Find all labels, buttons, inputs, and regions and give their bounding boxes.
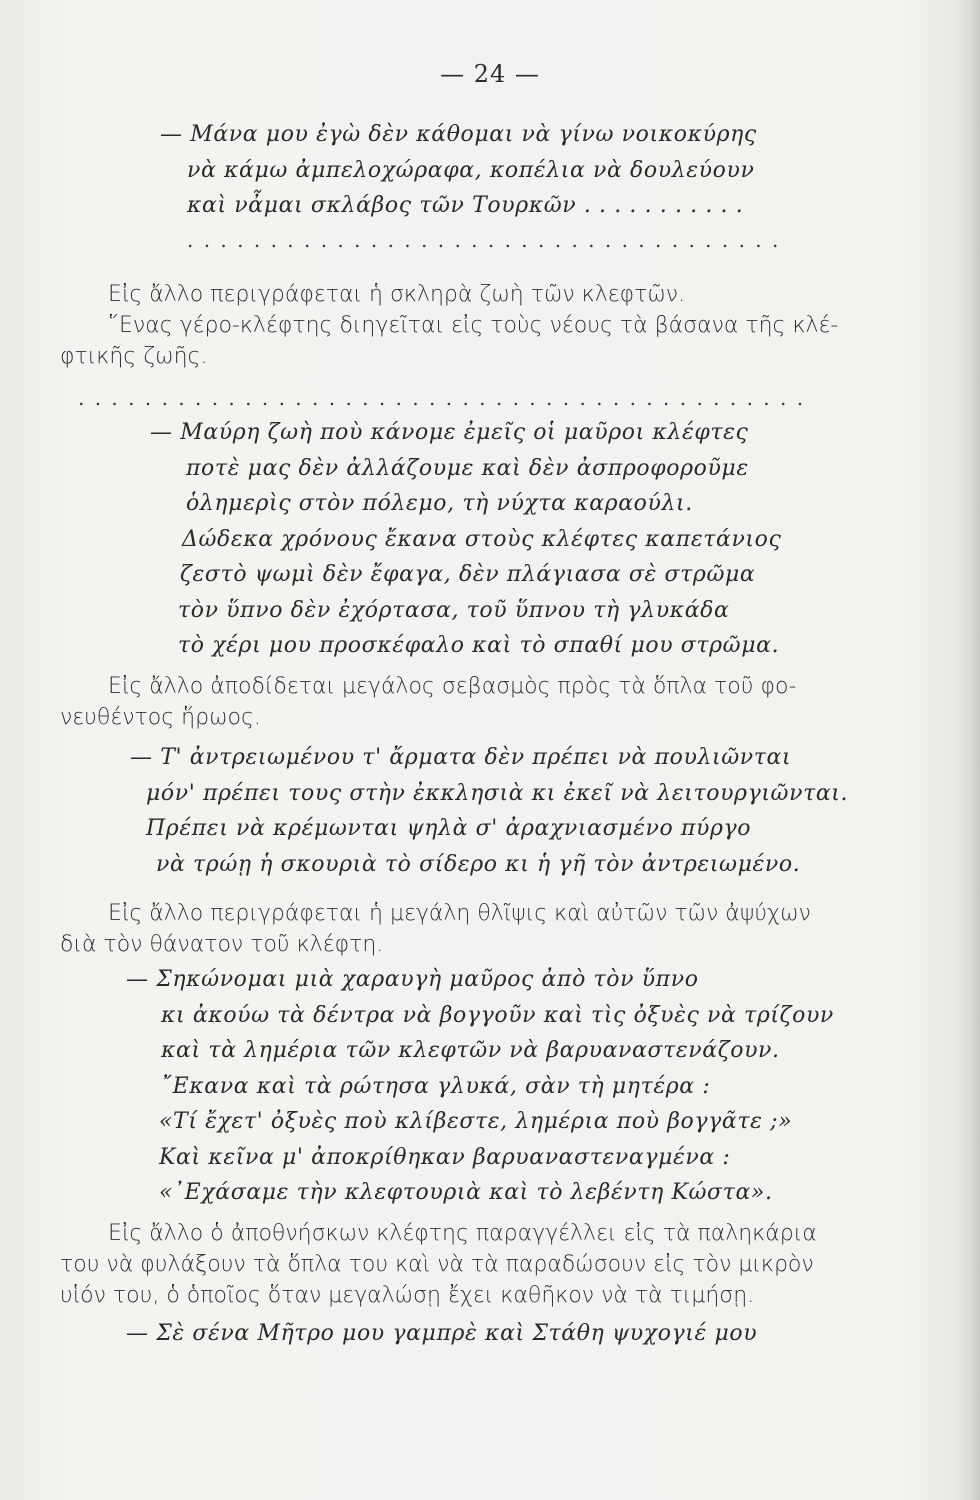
prose-line: υἱόν του, ὁ ὁποῖος ὅταν μεγαλώσῃ ἔχει καθῆκον νὰ τὰ τιμήσῃ. <box>60 1283 755 1308</box>
prose-line: του νὰ φυλάξουν τὰ ὅπλα του καὶ νὰ τὰ παραδώσουν εἰς τὸν μικρὸν <box>60 1252 814 1277</box>
verse-block-3 <box>130 740 848 882</box>
verse-block-1 <box>160 117 757 224</box>
verse-line: — Μαύρη ζωὴ ποὺ κάνομε ἐμεῖς οἱ μαῦροι κλέφτες <box>150 420 749 445</box>
prose-line: διὰ τὸν θάνατον τοῦ κλέφτη. <box>60 932 384 957</box>
verse-line: κι ἀκούω τὰ δέντρα νὰ βογγοῦν καὶ τὶς ὀξυὲς νὰ τρίζουν <box>161 1002 834 1028</box>
ellipsis-line: . . . . . . . . . . . . . . . . . . . . . . . . . . . . . . . . . . . . <box>187 228 781 252</box>
prose-paragraph-4 <box>60 1218 890 1311</box>
prose-line: νευθέντος ἥρωος. <box>60 705 261 730</box>
page-edge-shadow <box>954 0 980 1500</box>
verse-block-5 <box>126 1316 757 1352</box>
verse-line: — Σηκώνομαι μιὰ χαραυγὴ μαῦρος ἀπὸ τὸν ὕπνο <box>126 967 699 992</box>
verse-line: — Σὲ σένα Μῆτρο μου γαμπρὲ καὶ Στάθη ψυχογιέ μου <box>126 1321 758 1346</box>
verse-line: Δώδεκα χρόνους ἔκανα στοὺς κλέφτες καπετάνιος <box>182 526 782 552</box>
page-number: — 24 — <box>440 60 540 88</box>
verse-block-2 <box>150 415 781 664</box>
prose-paragraph-2 <box>60 671 890 733</box>
prose-line: Εἰς ἄλλο ἀποδίδεται μεγάλος σεβασμὸς πρὸς τὰ ὅπλα τοῦ φο- <box>108 674 797 699</box>
verse-line: «᾿Εχάσαμε τὴν κλεφτουριὰ καὶ τὸ λεβέντη Κώστα». <box>159 1180 773 1205</box>
verse-line: — Τ' ἀντρειωμένου τ' ἄρματα δὲν πρέπει νὰ πουλιῶνται <box>130 745 792 770</box>
ellipsis-line: . . . . . . . . . . . . . . . . . . . . . . . . . . . . . . . . . . . . . . . . . . . . <box>78 386 806 410</box>
verse-line: Πρέπει νὰ κρέμωνται ψηλὰ σ' ἀραχνιασμένο πύργο <box>146 816 752 841</box>
verse-line: ῎Εκανα καὶ τὰ ρώτησα γλυκά, σὰν τὴ μητέρα : <box>161 1073 711 1099</box>
verse-line: μόν' πρέπει τους στὴν ἐκκλησιὰ κι ἐκεῖ νὰ λειτουργιῶνται. <box>146 780 849 806</box>
prose-paragraph-3 <box>60 898 890 960</box>
verse-block-4 <box>126 962 834 1211</box>
verse-line: νὰ τρώῃ ἡ σκουριὰ τὸ σίδερο κι ἡ γῆ τὸν ἀντρειωμένο. <box>156 851 801 877</box>
verse-line: καὶ νἆμαι σκλάβος τῶν Τουρκῶν . . . . . . . . . . . <box>187 193 744 218</box>
prose-line: Εἰς ἄλλο περιγράφεται ἡ μεγάλη θλῖψις καὶ αὐτῶν τῶν ἀψύχων <box>108 901 811 926</box>
prose-line: Εἰς ἄλλο περιγράφεται ἡ σκληρὰ ζωὴ τῶν κλεφτῶν. <box>108 282 686 307</box>
verse-line: καὶ τὰ λημέρια τῶν κλεφτῶν νὰ βαρυαναστενάζουν. <box>161 1038 780 1063</box>
verse-line: ποτὲ μας δὲν ἀλλάζουμε καὶ δὲν ἀσπροφοροῦμε <box>186 455 749 481</box>
verse-line: ὁλημερὶς στὸν πόλεμο, τὴ νύχτα καραούλι. <box>186 491 693 516</box>
verse-line: «Τί ἔχετ' ὀξυὲς ποὺ κλίβεστε, λημέρια ποὺ βογγᾶτε ;» <box>159 1109 793 1134</box>
verse-line: τὸ χέρι μου προσκέφαλο καὶ τὸ σπαθί μου στρῶμα. <box>178 633 780 658</box>
prose-line: φτικῆς ζωῆς. <box>60 344 208 369</box>
verse-line: τὸν ὕπνο δὲν ἐχόρτασα, τοῦ ὕπνου τὴ γλυκάδα <box>178 597 730 623</box>
verse-line: νὰ κάμω ἀμπελοχώραφα, κοπέλια νὰ δουλεύουν <box>187 157 755 183</box>
prose-line: Εἰς ἄλλο ὁ ἀποθνήσκων κλέφτης παραγγέλλει εἰς τὰ παληκάρια <box>108 1221 817 1246</box>
prose-paragraph-1 <box>60 279 890 372</box>
verse-line: ζεστὸ ψωμὶ δὲν ἔφαγα, δὲν πλάγιασα σὲ στρῶμα <box>180 562 756 587</box>
verse-line: Καὶ κεῖνα μ' ἀποκρίθηκαν βαρυαναστεναγμένα : <box>159 1144 731 1170</box>
prose-line: ῞Ενας γέρο-κλέφτης διηγεῖται εἰς τοὺς νέους τὰ βάσανα τῆς κλέ- <box>108 313 839 338</box>
verse-line: — Μάνα μου ἐγὼ δὲν κάθομαι νὰ γίνω νοικοκύρης <box>160 122 757 147</box>
